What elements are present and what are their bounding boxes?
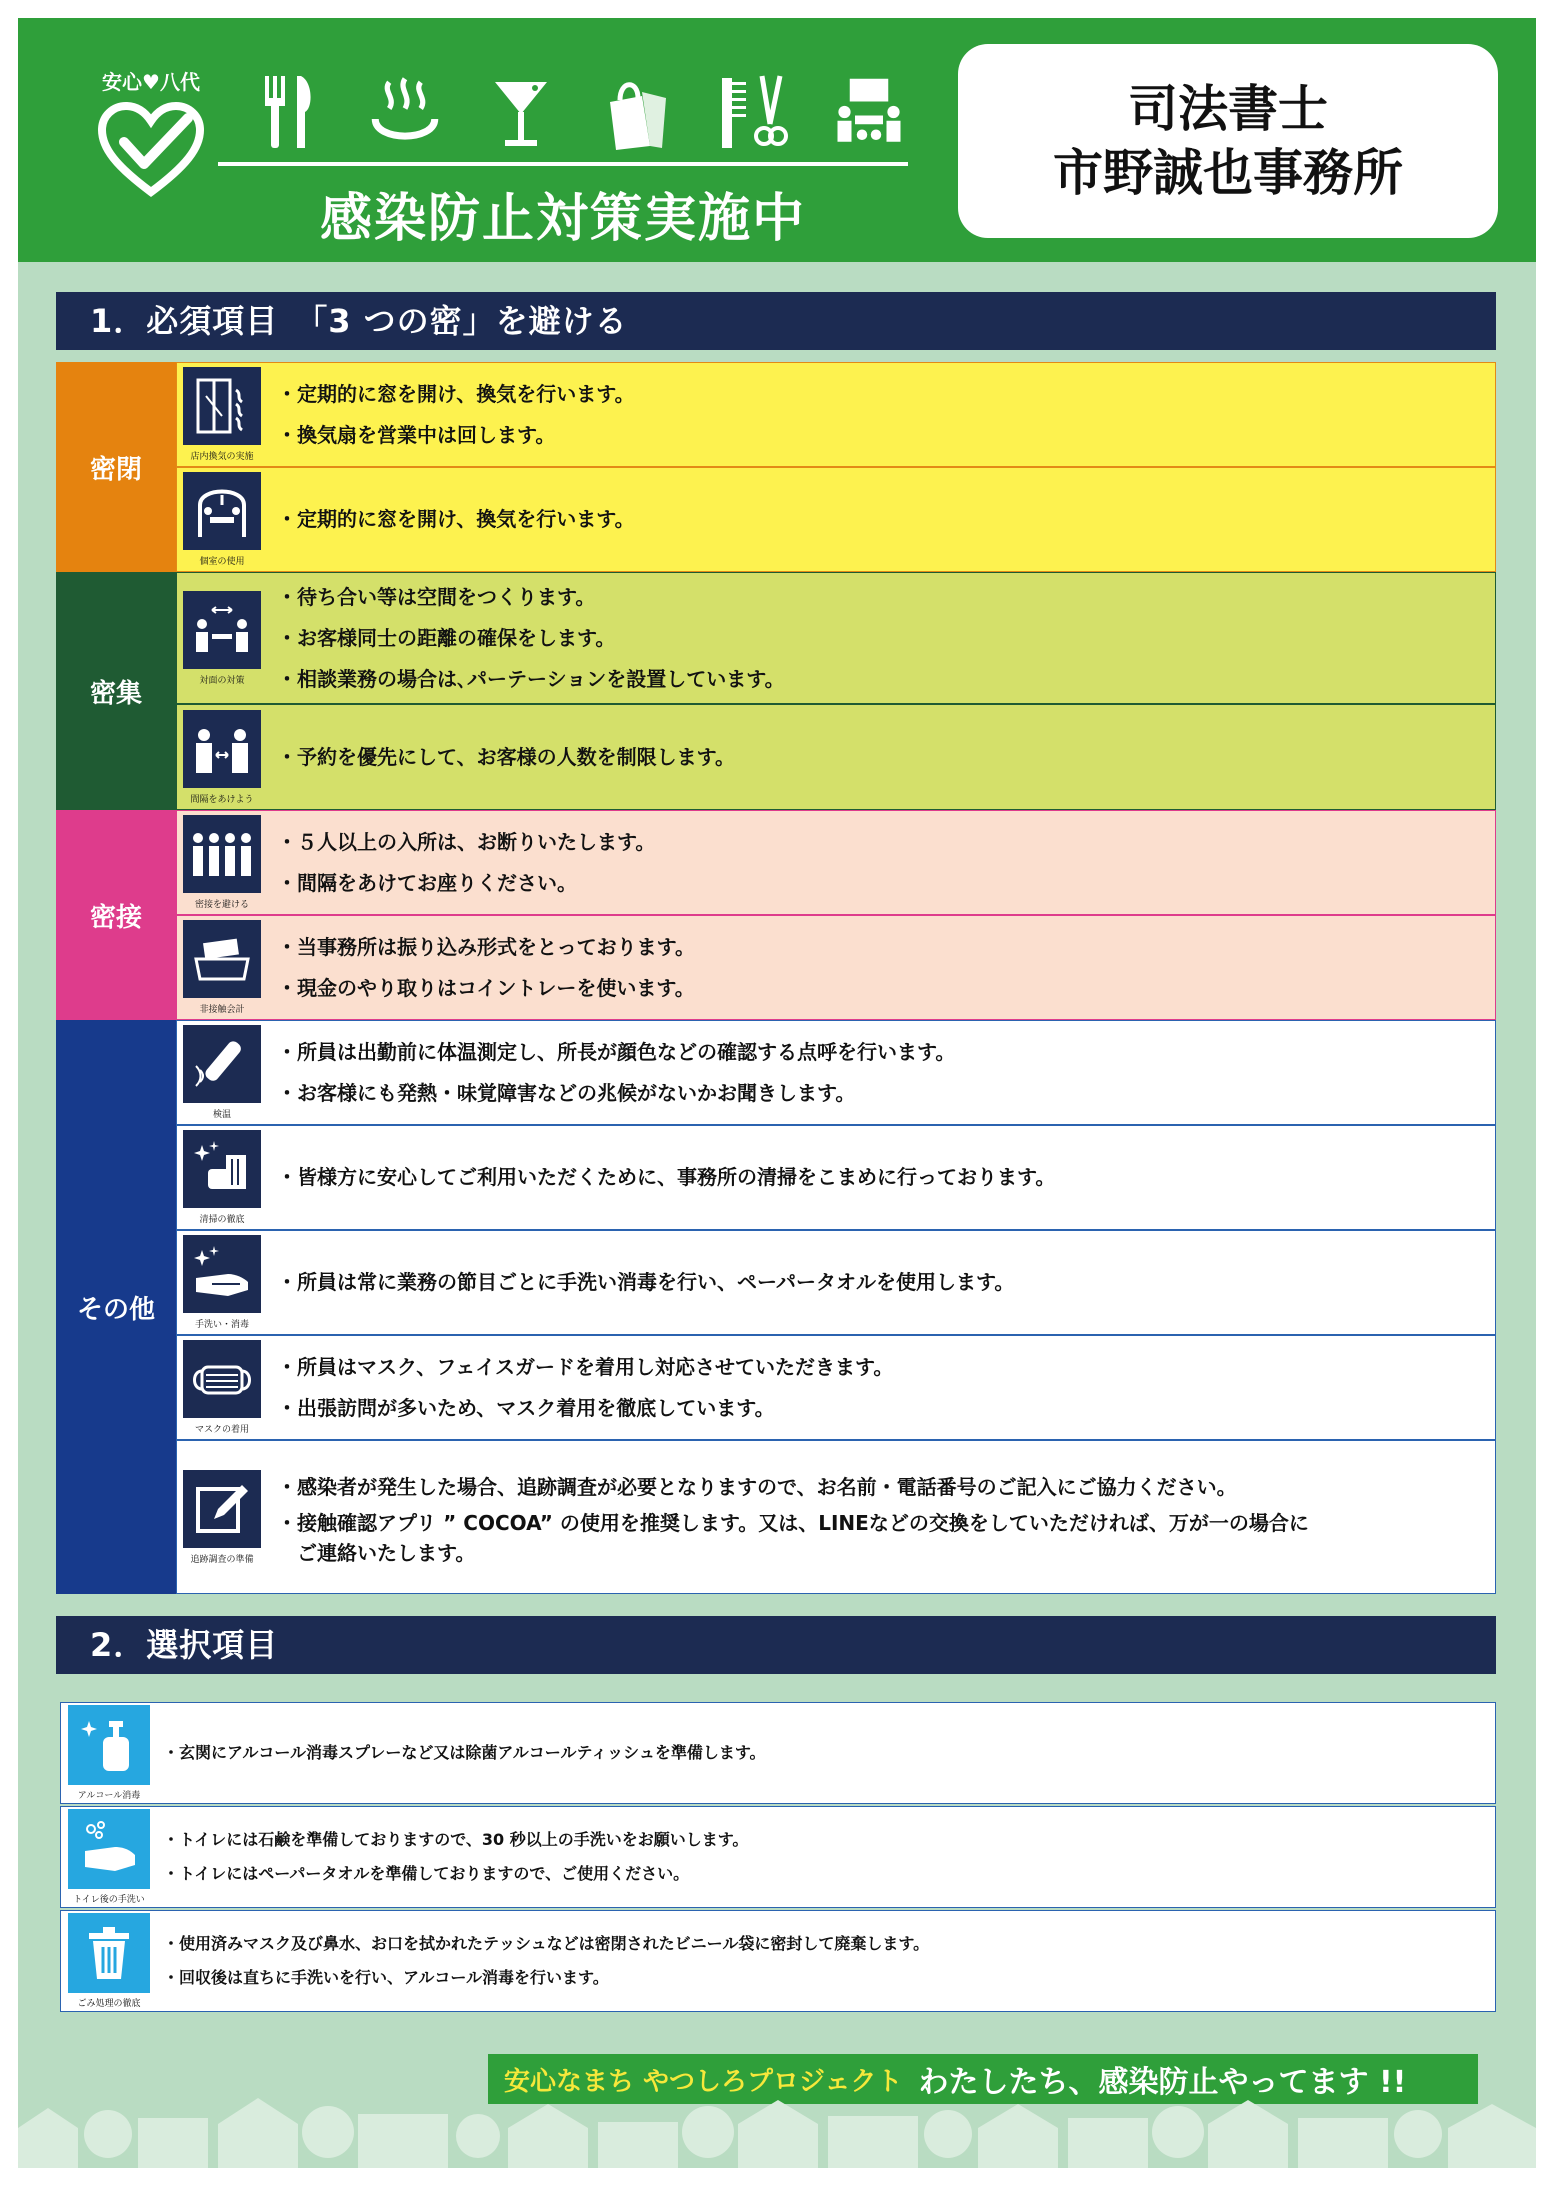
office-name-box (958, 44, 1498, 238)
table-row (176, 810, 1496, 915)
heart-check-icon (96, 100, 206, 200)
table-row (176, 1335, 1496, 1440)
row-text: ・お客様同士の距離の確保をします。 (277, 625, 616, 650)
footer-project: 安心なまち やつしろプロジェクト (504, 2066, 903, 2097)
category-sonota: その他 (56, 1020, 176, 1594)
row-text: ・換気扇を営業中は回します。 (277, 422, 556, 447)
mask-icon (183, 1340, 261, 1418)
table-row (60, 1806, 1496, 1908)
office-line-2: 市野誠也事務所 (1053, 144, 1403, 202)
icon-caption: アルコール消毒 (77, 1791, 141, 1801)
meeting-icon (834, 72, 904, 152)
anshin-yatsushiro-logo (76, 66, 226, 216)
row-text: ・定期的に窓を開け、換気を行います。 (277, 507, 635, 531)
face-to-face-icon (183, 591, 261, 669)
row-text: ・接触確認アプリ ” COCOA” の使用を推奨します。又は、LINEなどの交換をしていただければ、万が一の場合に (277, 1510, 1309, 1535)
avoid-close-contact-icon (183, 815, 261, 893)
row-text: ・当事務所は振り込み形式をとっております。 (277, 934, 695, 959)
icon-caption: 非接触会計 (199, 1005, 245, 1015)
table-row (60, 1910, 1496, 2012)
icon-caption: 手洗い・消毒 (194, 1320, 249, 1330)
table-row (176, 1020, 1496, 1125)
row-text: ・定期的に窓を開け、換気を行います。 (277, 381, 635, 406)
icon-caption: 間隔をあけよう (190, 794, 254, 805)
icon-caption: 密接を避ける (194, 900, 249, 910)
row-text: ・間隔をあけてお座りください。 (277, 870, 577, 895)
hand-wash-icon (183, 1235, 261, 1313)
row-text: ・所員は出勤前に体温測定し、所長が顔色などの確認する点呼を行います。 (277, 1039, 956, 1064)
row-text: ・お客様にも発熱・味覚障害などの兆候がないかお聞きします。 (277, 1080, 856, 1105)
soap-hand-wash-icon (68, 1809, 150, 1889)
contactless-payment-icon (183, 920, 261, 998)
row-text: ・所員は常に業務の節目ごとに手洗い消毒を行い、ペーパータオルを使用します。 (277, 1270, 1015, 1294)
town-silhouette-icon (18, 2088, 1536, 2168)
table-row (176, 362, 1496, 467)
table-row (176, 1440, 1496, 1594)
row-text: ・感染者が発生した場合、追跡調査が必要となりますので、お名前・電話番号のご記入にご協力ください。 (277, 1474, 1237, 1499)
private-room-icon (183, 472, 261, 550)
icon-caption: トイレ後の手洗い (73, 1895, 145, 1905)
icon-caption: ごみ処理の徹底 (77, 1999, 141, 2009)
icon-caption: 追跡調査の準備 (190, 1554, 254, 1565)
page (18, 18, 1536, 2168)
row-text: ・予約を優先にして、お客様の人数を制限します。 (277, 744, 735, 769)
hot-spring-icon (370, 72, 440, 152)
header-band (18, 18, 1536, 262)
section2-title: 2．選択項目 (56, 1616, 1496, 1674)
table-row (176, 915, 1496, 1020)
section1-title: 1．必須項目 「3 つの密」を避ける (56, 292, 1496, 350)
category-mippei: 密閉 (56, 362, 176, 572)
thermometer-icon (183, 1025, 261, 1103)
table-row (176, 467, 1496, 572)
row-text: ・玄関にアルコール消毒スプレーなど又は除菌アルコールティッシュを準備します。 (163, 1743, 766, 1762)
cocktail-icon (486, 72, 556, 152)
table-row (60, 1702, 1496, 1804)
tracing-icon (183, 1470, 261, 1548)
logo-text: 安心♥八代 (102, 70, 200, 94)
row-text: ・待ち合い等は空間をつくります。 (277, 584, 596, 609)
fork-knife-icon (254, 72, 324, 152)
shopping-bag-icon (602, 72, 672, 152)
category-missetsu: 密接 (56, 810, 176, 1020)
icon-caption: 個室の使用 (199, 557, 245, 567)
section1-table (56, 362, 1496, 1594)
icon-caption: 店内換気の実施 (190, 452, 254, 462)
distance-icon (183, 710, 261, 788)
table-row (176, 1125, 1496, 1230)
comb-scissors-icon (718, 72, 788, 152)
office-line-1: 司法書士 (1128, 80, 1328, 138)
footer-slogan: わたしたち、感染防止やってます !! (918, 2065, 1407, 2100)
cleaning-icon (183, 1130, 261, 1208)
alcohol-spray-icon (68, 1705, 150, 1785)
row-text: ・トイレにはペーパータオルを準備しておりますので、ご使用ください。 (163, 1864, 690, 1883)
row-text: ・使用済みマスク及び鼻水、お口を拭かれたテッシュなどは密閉されたビニール袋に密封して廃棄します。 (163, 1934, 930, 1953)
table-row (176, 572, 1496, 704)
row-text: ・所員はマスク、フェイスガードを着用し対応させていただきます。 (277, 1354, 894, 1379)
row-text: ・現金のやり取りはコイントレーを使います。 (277, 975, 695, 1000)
icon-caption: 検温 (212, 1110, 231, 1120)
icon-caption: 清掃の徹底 (199, 1215, 245, 1225)
ventilation-icon (183, 367, 261, 445)
header-icon-row (254, 62, 934, 162)
trash-can-icon (68, 1913, 150, 1993)
row-text: ご連絡いたします。 (277, 1540, 476, 1565)
header-divider (218, 162, 908, 166)
category-misshu: 密集 (56, 572, 176, 810)
icon-caption: 対面の対策 (199, 675, 245, 686)
row-text: ・皆様方に安心してご利用いただくために、事務所の清掃をこまめに行っております。 (277, 1165, 1056, 1189)
row-text: ・回収後は直ちに手洗いを行い、アルコール消毒を行います。 (163, 1968, 609, 1987)
row-text: ・５人以上の入所は、お断りいたします。 (277, 829, 656, 854)
row-text: ・トイレには石鹸を準備しておりますので、30 秒以上の手洗いをお願いします。 (163, 1830, 749, 1849)
row-text: ・出張訪問が多いため、マスク着用を徹底しています。 (277, 1395, 775, 1420)
table-row (176, 704, 1496, 810)
row-text: ・相談業務の場合は､パーテーションを設置しています。 (277, 666, 785, 691)
header-title: 感染防止対策実施中 (319, 189, 806, 249)
icon-caption: マスクの着用 (194, 1425, 249, 1435)
table-row (176, 1230, 1496, 1335)
